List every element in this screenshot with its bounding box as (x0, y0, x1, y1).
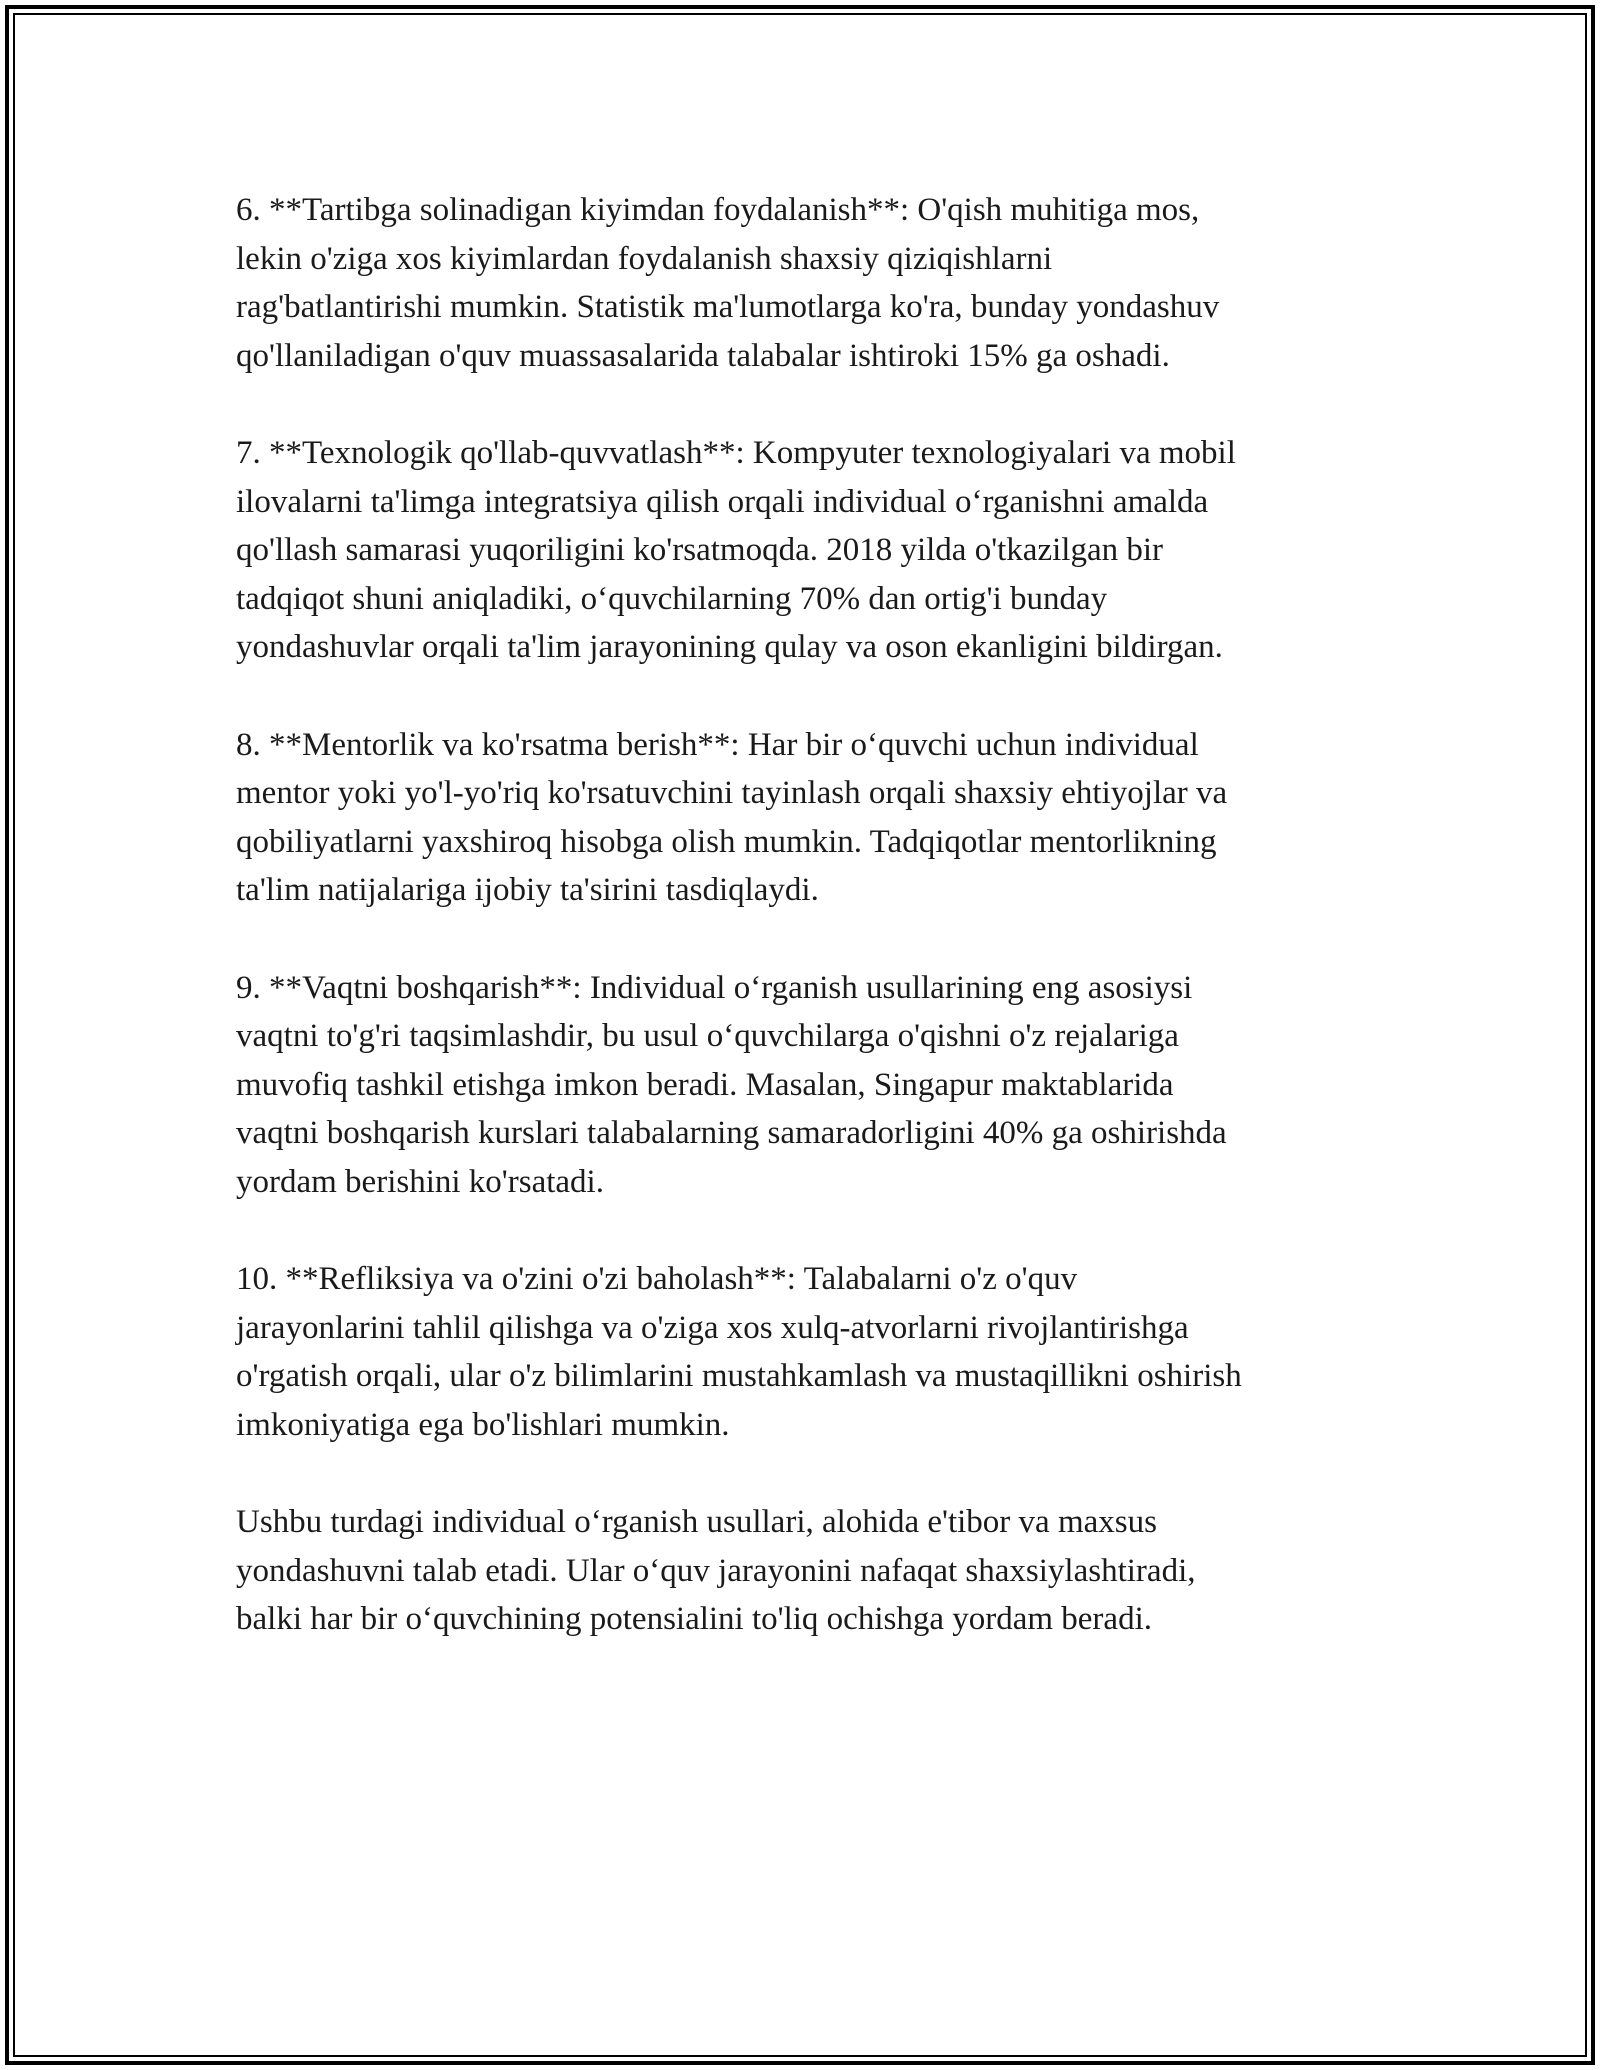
text-line: vaqtni to'g'ri taqsimlashdir, bu usul o‘quvchilarga o'qishni o'z rejalariga (236, 1018, 1179, 1055)
paragraph-item-8 (236, 721, 1366, 915)
text-line: vaqtni boshqarish kurslari talabalarning samaradorligini 40% ga oshirishda (236, 1115, 1227, 1152)
text-line: yordam berishini ko'rsatadi. (236, 1163, 604, 1200)
text-line: 9. **Vaqtni boshqarish**: Individual o‘rganish usullarining eng asosiysi (236, 969, 1193, 1006)
text-line: imkoniyatiga ega bo'lishlari mumkin. (236, 1406, 730, 1443)
text-line: balki har bir o‘quvchining potensialini to'liq ochishga yordam beradi. (236, 1601, 1152, 1638)
paragraph-item-6 (236, 186, 1366, 380)
text-line: ta'lim natijalariga ijobiy ta'sirini tasdiqlaydi. (236, 872, 819, 909)
text-line: yondashuvlar orqali ta'lim jarayonining qulay va oson ekanligini bildirgan. (236, 629, 1223, 666)
text-line: qo'llash samarasi yuqoriligini ko'rsatmoqda. 2018 yilda o'tkazilgan bir (236, 532, 1163, 569)
text-line: tadqiqot shuni aniqladiki, o‘quvchilarning 70% dan ortig'i bunday (236, 580, 1108, 617)
paragraph-item-9 (236, 964, 1366, 1207)
paragraph-item-10 (236, 1255, 1366, 1449)
text-line: jarayonlarini tahlil qilishga va o'ziga xos xulq-atvorlarni rivojlantirishga (236, 1309, 1189, 1346)
text-line: qo'llaniladigan o'quv muassasalarida talabalar ishtiroki 15% ga oshadi. (236, 337, 1170, 374)
text-line: 7. **Texnologik qo'llab-quvvatlash**: Kompyuter texnologiyalari va mobil (236, 434, 1236, 471)
paragraph-conclusion (236, 1498, 1366, 1644)
text-line: qobiliyatlarni yaxshiroq hisobga olish mumkin. Tadqiqotlar mentorlikning (236, 823, 1217, 860)
document-body (236, 186, 1366, 1692)
text-line: yondashuvni talab etadi. Ular o‘quv jarayonini nafaqat shaxsiylashtiradi, (236, 1552, 1196, 1589)
text-line: lekin o'ziga xos kiyimlardan foydalanish shaxsiy qiziqishlarni (236, 240, 1053, 277)
text-line: muvofiq tashkil etishga imkon beradi. Masalan, Singapur maktablarida (236, 1066, 1174, 1103)
text-line: 8. **Mentorlik va ko'rsatma berish**: Har bir o‘quvchi uchun individual (236, 726, 1199, 763)
text-line: rag'batlantirishi mumkin. Statistik ma'lumotlarga ko'ra, bunday yondashuv (236, 289, 1220, 326)
paragraph-item-7 (236, 429, 1366, 672)
text-line: 6. **Tartibga solinadigan kiyimdan foydalanish**: O'qish muhitiga mos, (236, 192, 1200, 228)
text-line: ilovalarni ta'limga integratsiya qilish orqali individual o‘rganishni amalda (236, 483, 1209, 520)
text-line: o'rgatish orqali, ular o'z bilimlarini mustahkamlash va mustaqillikni oshirish (236, 1358, 1242, 1395)
text-line: 10. **Refliksiya va o'zini o'zi baholash**: Talabalarni o'z o'quv (236, 1261, 1078, 1298)
text-line: Ushbu turdagi individual o‘rganish usullari, alohida e'tibor va maxsus (236, 1504, 1157, 1541)
text-line: mentor yoki yo'l-yo'riq ko'rsatuvchini tayinlash orqali shaxsiy ehtiyojlar va (236, 775, 1228, 812)
